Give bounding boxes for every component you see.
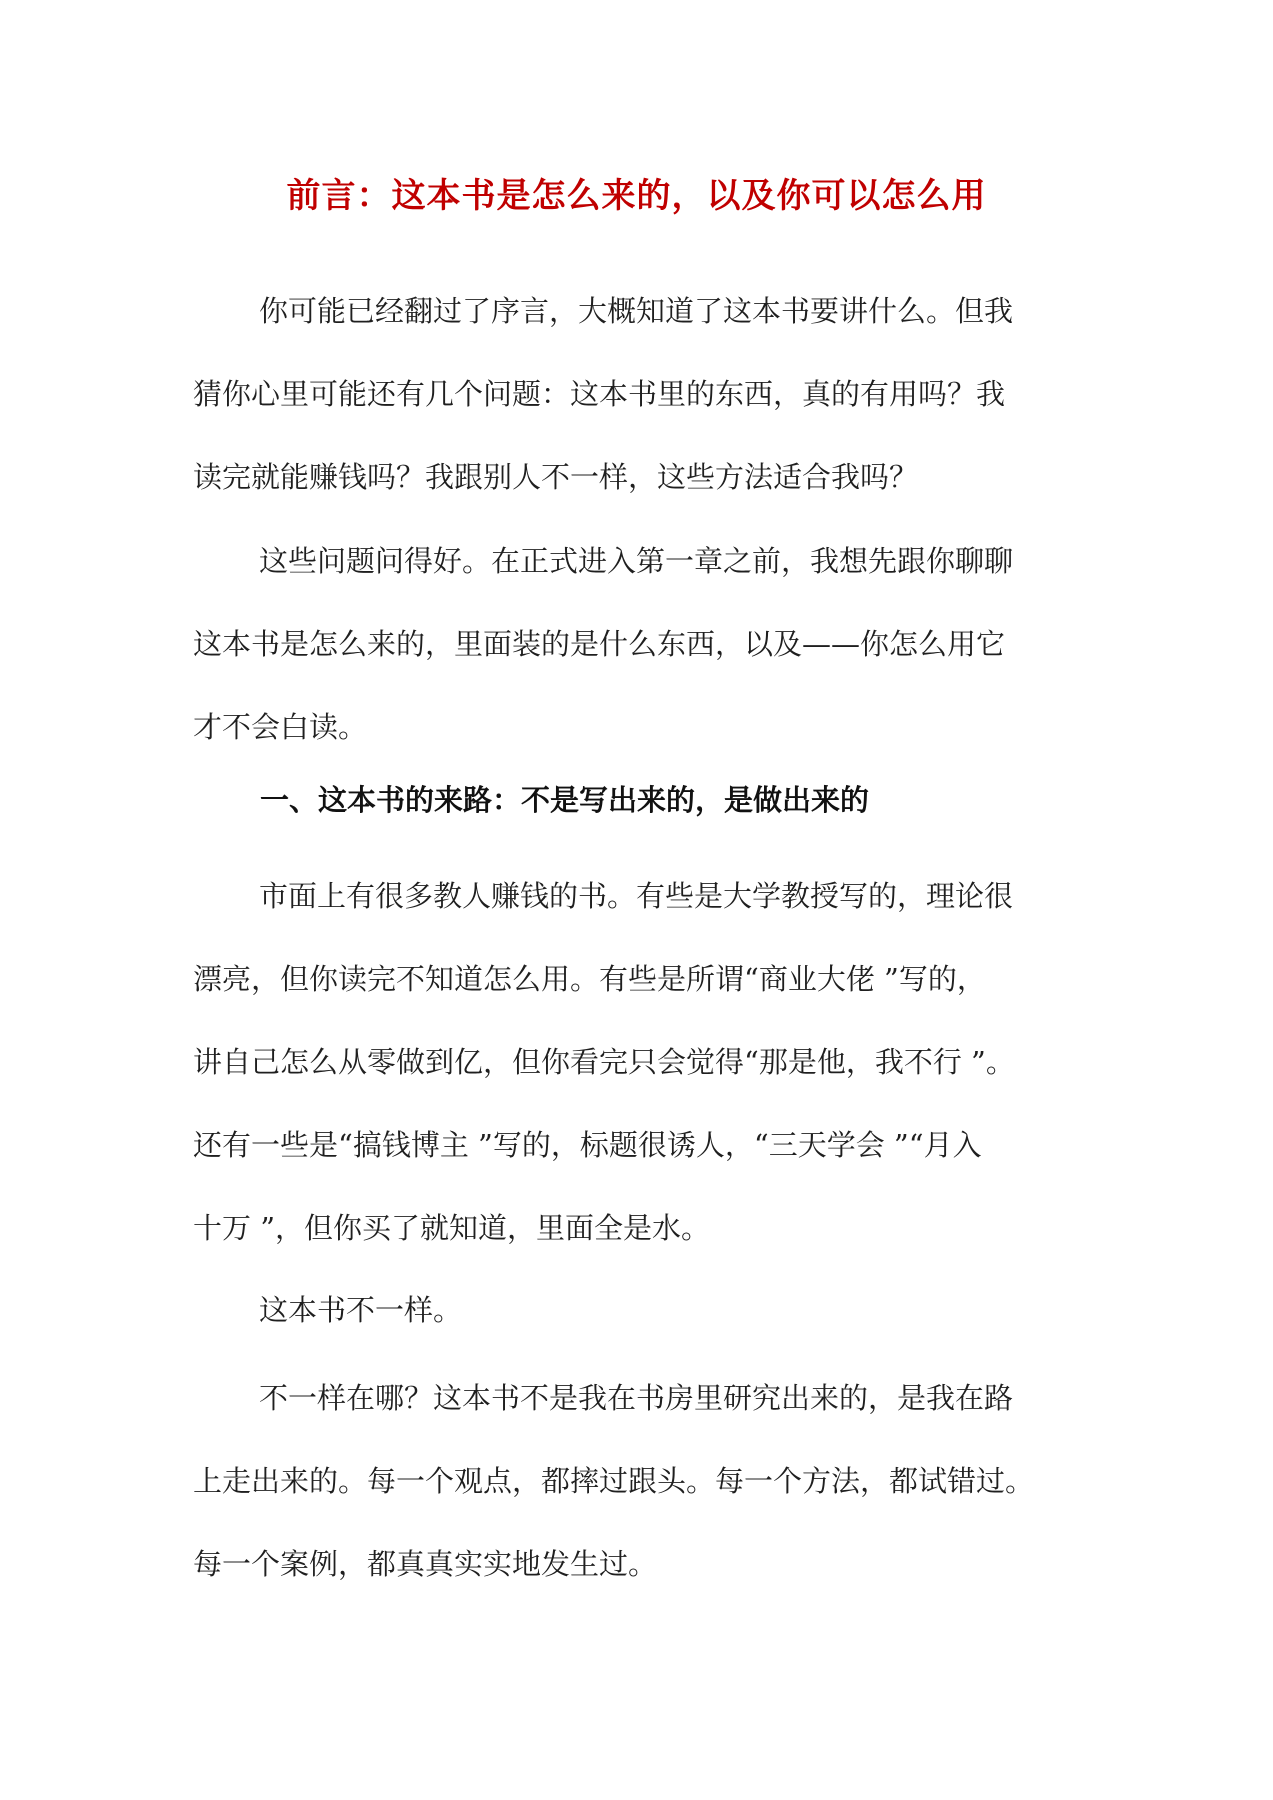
paragraph-line: 十万 ”，但你买了就知道，里面全是水。 (193, 1211, 711, 1245)
paragraph-line: 你可能已经翻过了序言，大概知道了这本书要讲什么。但我 (259, 294, 1014, 328)
paragraph-line: 这些问题问得好。在正式进入第一章之前，我想先跟你聊聊 (259, 544, 1014, 578)
paragraph-line: 市面上有很多教人赚钱的书。有些是大学教授写的，理论很 (259, 879, 1014, 913)
paragraph-questions (193, 520, 1093, 769)
section-heading: 一、这本书的来路：不是写出来的，是做出来的 (260, 783, 870, 817)
paragraph-line: 读完就能赚钱吗？我跟别人不一样，这些方法适合我吗？ (193, 460, 919, 494)
paragraph-line: 才不会白读。 (193, 710, 368, 744)
paragraph-line: 这本书不一样。 (259, 1293, 463, 1327)
paragraph-line: 每一个案例，都真真实实地发生过。 (193, 1547, 658, 1581)
paragraph-how-different (193, 1357, 1093, 1606)
paragraph-line: 上走出来的。每一个观点，都摔过跟头。每一个方法，都试错过。 (193, 1464, 1035, 1498)
paragraph-different (193, 1269, 1093, 1352)
paragraph-line: 还有一些是“搞钱博主 ”写的，标题很诱人，“三天学会 ”“月入 (193, 1128, 982, 1162)
paragraph-line: 猜你心里可能还有几个问题：这本书里的东西，真的有用吗？我 (193, 377, 1006, 411)
paragraph-intro (193, 270, 1093, 519)
paragraph-line: 讲自己怎么从零做到亿，但你看完只会觉得“那是他，我不行 ”。 (193, 1045, 1015, 1079)
paragraph-line: 漂亮，但你读完不知道怎么用。有些是所谓“商业大佬 ”写的， (193, 962, 986, 996)
paragraph-market-books (193, 855, 1093, 1270)
page-title: 前言：这本书是怎么来的，以及你可以怎么用 (286, 176, 987, 216)
paragraph-line: 不一样在哪？这本书不是我在书房里研究出来的，是我在路 (259, 1381, 1014, 1415)
paragraph-line: 这本书是怎么来的，里面装的是什么东西，以及——你怎么用它 (193, 627, 1006, 661)
